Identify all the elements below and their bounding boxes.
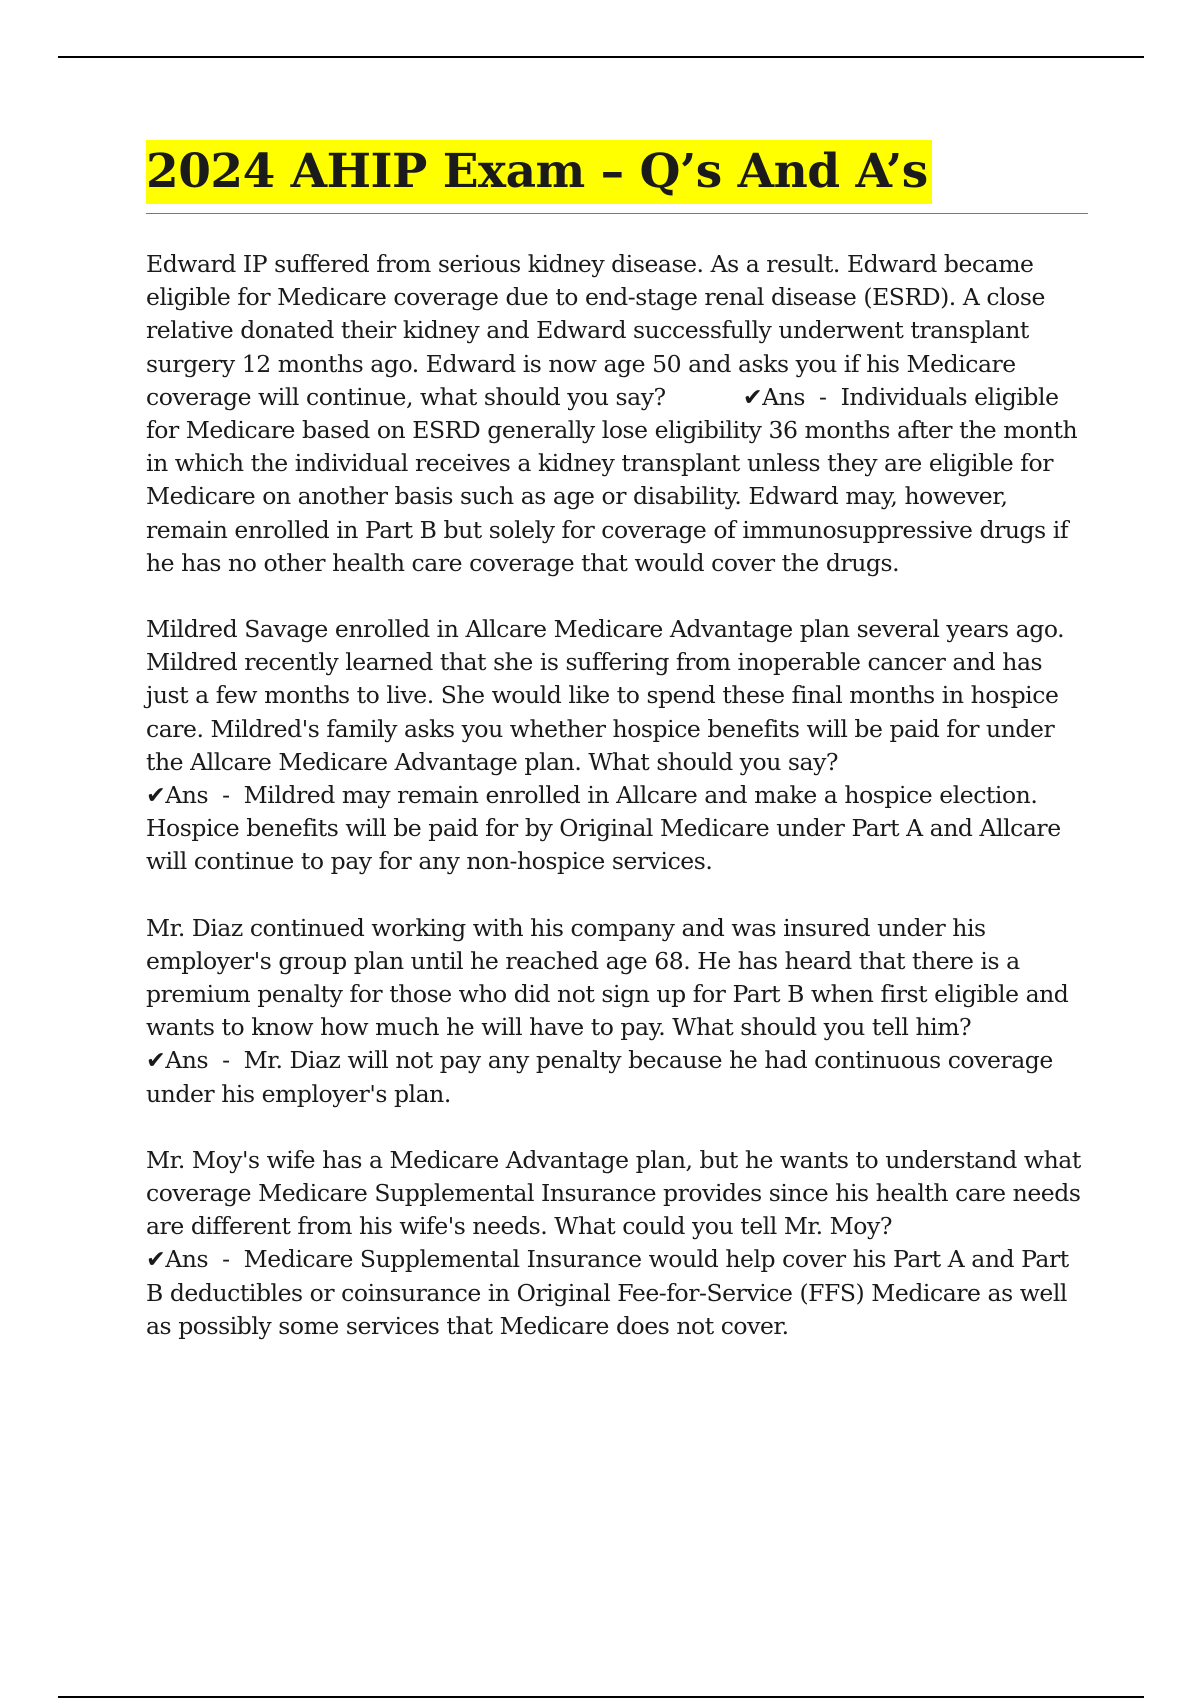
question-text: Mr. Diaz continued working with his company and was insured under his employer's group plan until he reached age 68. He has heard that there is a premium penalty for those who did not sign up for Part B when first eligible and wants to know how much he will have to pay. What should you tell him?: [146, 913, 1069, 1042]
document-title: 2024 AHIP Exam – Q’s And A’s: [146, 140, 932, 204]
qa-item: [146, 613, 1088, 879]
checkmark-icon: ✔: [146, 781, 166, 810]
answer-label: Ans: [165, 781, 209, 810]
answer-text: Mildred may remain enrolled in Allcare and make a hospice election. Hospice benefits will be paid for by Original Medicare under Part A and Allcare will continue to pay for any non-hospice services.: [146, 781, 1061, 876]
answer-separator: -: [819, 382, 827, 411]
answer-separator: -: [222, 781, 230, 810]
bottom-rule: [58, 1696, 1144, 1698]
checkmark-icon: ✔: [146, 1046, 166, 1075]
qa-item: [146, 912, 1088, 1111]
qa-item: [146, 1144, 1088, 1343]
answer-label: Ans: [762, 382, 805, 411]
question-text: Mr. Moy's wife has a Medicare Advantage plan, but he wants to understand what coverage Medicare Supplemental Insurance provides since his health care needs are different from his wife's needs. What could you tell Mr. Moy?: [146, 1145, 1081, 1241]
checkmark-icon: ✔: [146, 1245, 166, 1274]
answer-text: Individuals eligible for Medicare based on ESRD generally lose eligibility 36 months after the month in which the individual receives a kidney transplant unless they are eligible for Medicare on another basis such as age or disability. Edward may, however, remain enrolled in Part B but solely for coverage of immunosuppressive drugs if he has no other health care coverage that would cover the drugs.: [146, 382, 1078, 577]
answer-separator: -: [222, 1245, 230, 1274]
top-rule: [58, 56, 1144, 58]
qa-item: [146, 248, 1088, 580]
question-text: Mildred Savage enrolled in Allcare Medicare Advantage plan several years ago. Mildred recently learned that she is suffering from inoperable cancer and has just a few months to live. She would like to spend these final months in hospice care. Mildred's family asks you whether hospice benefits will be paid for under the Allcare Medicare Advantage plan. What should you say?: [146, 615, 1065, 776]
answer-label: Ans: [165, 1245, 209, 1274]
answer-separator: -: [222, 1046, 230, 1075]
document-body: [146, 140, 1088, 1376]
title-block: [146, 140, 1088, 214]
answer-label: Ans: [165, 1046, 209, 1075]
answer-text: Medicare Supplemental Insurance would help cover his Part A and Part B deductibles or coinsurance in Original Fee-for-Service (FFS) Medicare as well as possibly some services that Medicare does not cover.: [146, 1245, 1069, 1340]
answer-text: Mr. Diaz will not pay any penalty because he had continuous coverage under his employer's plan.: [146, 1046, 1053, 1108]
question-text: Edward IP suffered from serious kidney disease. As a result. Edward became eligible for Medicare coverage due to end-stage renal disease (ESRD). A close relative donated their kidney and Edward successfully underwent transplant surgery 12 months ago. Edward is now age 50 and asks you if his Medicare coverage will continue, what should you say?: [146, 250, 1045, 411]
checkmark-icon: ✔: [742, 382, 763, 411]
